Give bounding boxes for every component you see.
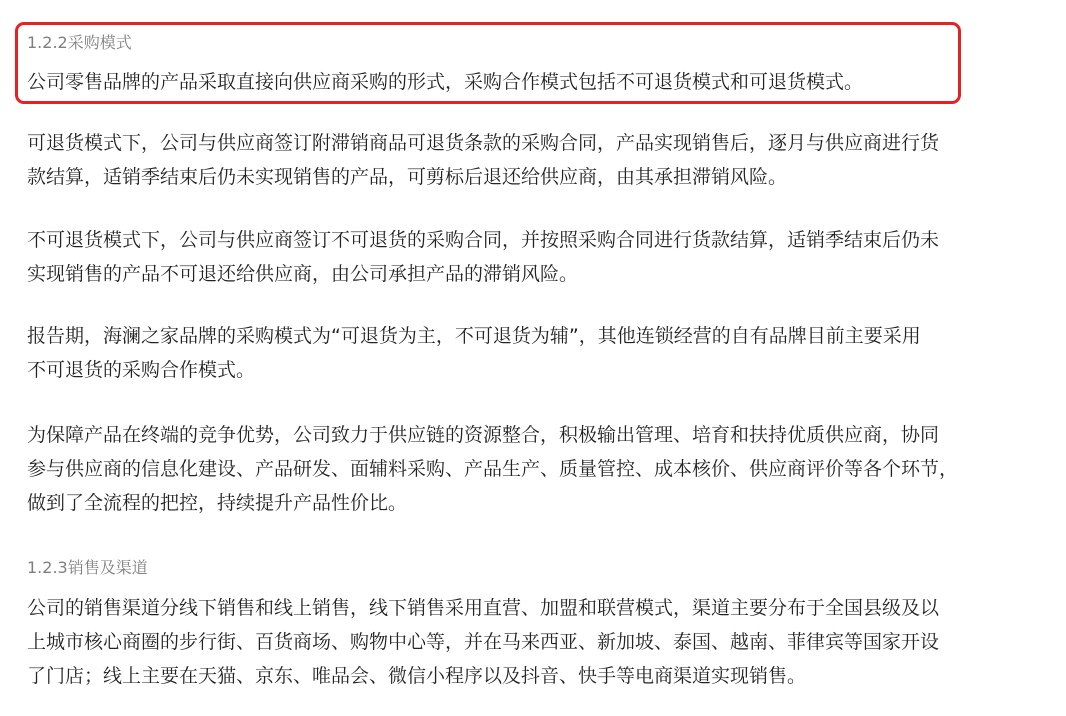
paragraph-line: 款结算，适销季结束后仍未实现销售的产品，可剪标后退还给供应商，由其承担滞销风险。 — [27, 166, 788, 188]
paragraph-line: 公司的销售渠道分线下销售和线上销售，线下销售采用直营、加盟和联营模式，渠道主要分布于全国县级及以 — [27, 597, 940, 619]
paragraph-line: 实现销售的产品不可退还给供应商，由公司承担产品的滞销风险。 — [27, 263, 579, 285]
paragraph-returnable-mode — [27, 126, 1051, 194]
paragraph-reporting-period — [27, 319, 1051, 387]
paragraph-line: 报告期，海澜之家品牌的采购模式为“可退货为主，不可退货为辅”，其他连锁经营的自有品牌目前主要采用 — [27, 325, 921, 347]
paragraph-non-returnable-mode — [27, 223, 1051, 291]
paragraph-line: 公司零售品牌的产品采取直接向供应商采购的形式，采购合作模式包括不可退货模式和可退货模式。 — [27, 71, 864, 93]
paragraph-sales-channels — [27, 591, 1051, 693]
section-heading-1-2-2: 1.2.2采购模式 — [27, 33, 132, 52]
paragraph-line: 做到了全流程的把控，持续提升产品性价比。 — [27, 492, 408, 514]
paragraph-line: 了门店；线上主要在天猫、京东、唯品会、微信小程序以及抖音、快手等电商渠道实现销售。 — [27, 665, 807, 687]
intro-paragraph — [27, 65, 1051, 99]
paragraph-line: 为保障产品在终端的竞争优势，公司致力于供应链的资源整合，积极输出管理、培育和扶持优质供应商，协同 — [27, 424, 940, 446]
section-heading-1-2-3: 1.2.3销售及渠道 — [27, 558, 148, 577]
paragraph-line: 可退货模式下，公司与供应商签订附滞销商品可退货条款的采购合同，产品实现销售后，逐月与供应商进行货 — [27, 132, 940, 154]
paragraph-line: 参与供应商的信息化建设、产品研发、面辅料采购、产品生产、质量管控、成本核价、供应商评价等各个环节， — [27, 458, 959, 480]
paragraph-line: 不可退货模式下，公司与供应商签订不可退货的采购合同，并按照采购合同进行货款结算，适销季结束后仍未 — [27, 229, 940, 251]
paragraph-line: 上城市核心商圈的步行街、百货商场、购物中心等，并在马来西亚、新加坡、泰国、越南、菲律宾等国家开设 — [27, 631, 940, 653]
paragraph-supply-chain — [27, 418, 1051, 520]
paragraph-line: 不可退货的采购合作模式。 — [27, 359, 256, 381]
